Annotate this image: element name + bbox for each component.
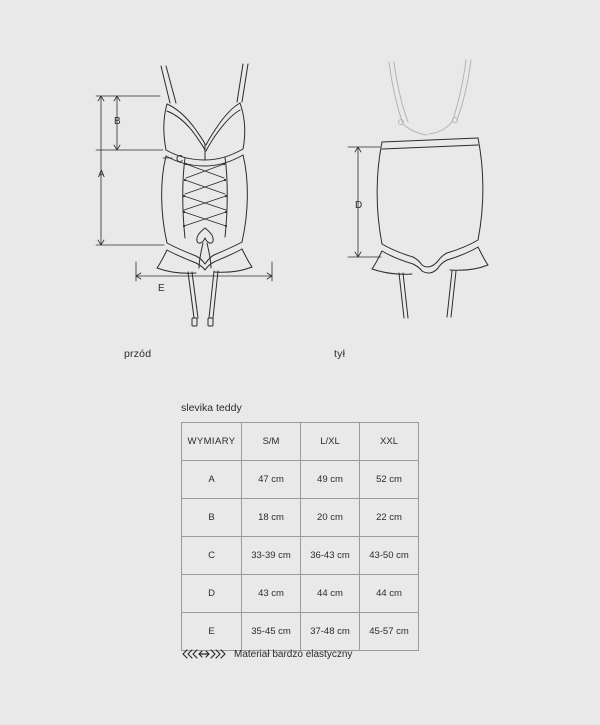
- label-e: E: [158, 283, 165, 294]
- cell-e-lxl: 37-48 cm: [300, 613, 359, 651]
- cell-d-sm: 43 cm: [242, 575, 301, 613]
- cell-c-sm: 33-39 cm: [242, 537, 301, 575]
- label-c: C: [176, 154, 184, 165]
- table-header-sm: S/M: [242, 423, 301, 461]
- table-row: [182, 537, 419, 575]
- table-row: [182, 613, 419, 651]
- product-name: slevika teddy: [181, 402, 242, 414]
- table-header-row: [182, 423, 419, 461]
- row-label-d: D: [182, 575, 242, 613]
- elastic-arrows-icon: [181, 648, 227, 660]
- row-label-e: E: [182, 613, 242, 651]
- cell-d-xxl: 44 cm: [360, 575, 419, 613]
- front-garment-outline: [157, 64, 252, 326]
- label-a: A: [98, 169, 105, 180]
- table-header-lxl: L/XL: [300, 423, 359, 461]
- table-row: [182, 499, 419, 537]
- row-label-a: A: [182, 461, 242, 499]
- cell-e-xxl: 45-57 cm: [360, 613, 419, 651]
- back-view-caption: tył: [334, 348, 346, 360]
- cell-e-sm: 35-45 cm: [242, 613, 301, 651]
- label-b: B: [114, 116, 121, 127]
- front-view-caption: przód: [124, 348, 152, 360]
- cell-b-lxl: 20 cm: [300, 499, 359, 537]
- cell-b-sm: 18 cm: [242, 499, 301, 537]
- label-d: D: [355, 200, 363, 211]
- cell-c-xxl: 43-50 cm: [360, 537, 419, 575]
- cell-a-lxl: 49 cm: [300, 461, 359, 499]
- cell-a-xxl: 52 cm: [360, 461, 419, 499]
- elasticity-note-text: Materiał bardzo elastyczny: [234, 648, 353, 660]
- row-label-b: B: [182, 499, 242, 537]
- size-table: [181, 422, 419, 651]
- table-header-measurements: WYMIARY: [182, 423, 242, 461]
- table-row: [182, 575, 419, 613]
- table-header-xxl: XXL: [360, 423, 419, 461]
- cell-d-lxl: 44 cm: [300, 575, 359, 613]
- cell-b-xxl: 22 cm: [360, 499, 419, 537]
- cell-a-sm: 47 cm: [242, 461, 301, 499]
- elasticity-note: [181, 648, 352, 660]
- back-dimension-lines: [348, 147, 381, 257]
- row-label-c: C: [182, 537, 242, 575]
- back-garment-outline: [372, 60, 488, 318]
- table-row: [182, 461, 419, 499]
- cell-c-lxl: 36-43 cm: [300, 537, 359, 575]
- front-dimension-lines: [96, 96, 272, 281]
